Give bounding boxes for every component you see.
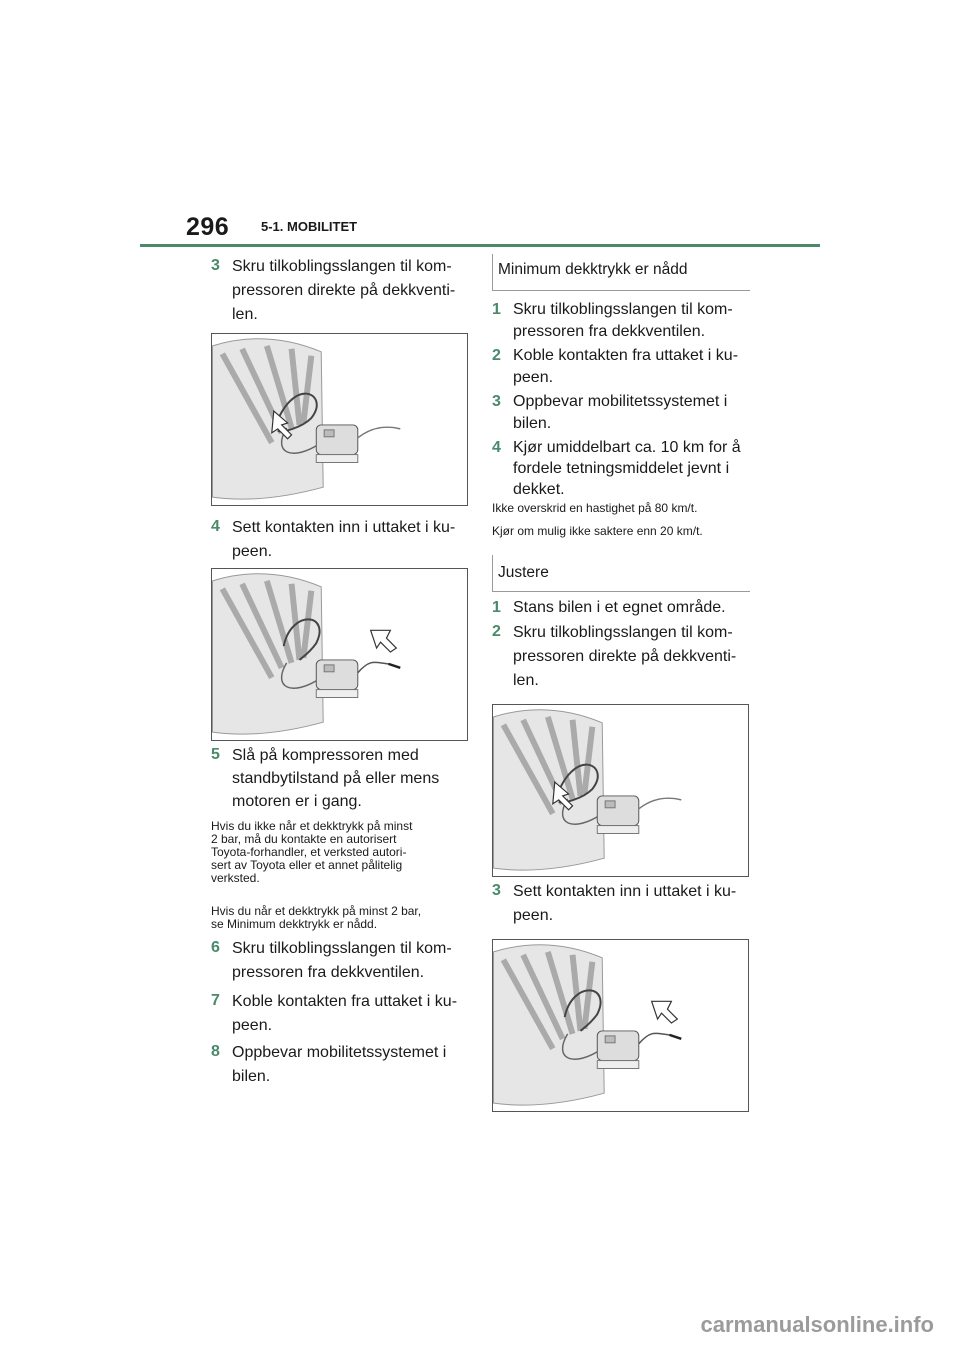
heading-underline <box>492 290 750 291</box>
heading-bar <box>492 254 493 290</box>
section-title: 5-1. MOBILITET <box>261 219 358 234</box>
illustration-hose-on-valve <box>211 333 468 506</box>
step-text-line: pressoren direkte på dekkventi- <box>513 648 737 665</box>
illustration-hose-on-valve-2 <box>492 704 749 877</box>
step-number: 5 <box>211 746 220 763</box>
note-low-pressure <box>211 820 471 885</box>
step-text-line: fordele tetningsmiddelet jevnt i <box>513 460 730 477</box>
step-text-line: Stans bilen i et egnet område. <box>513 599 726 616</box>
step-text-line: bilen. <box>232 1068 271 1085</box>
step-text-line: len. <box>232 306 258 323</box>
heading-underline <box>492 591 750 592</box>
note-line: sert av Toyota eller et annet pålitelig <box>211 858 403 872</box>
wheel-compressor-illustration <box>212 569 467 740</box>
note-line: se Minimum dekktrykk er nådd. <box>211 917 378 931</box>
page-number: 296 <box>186 213 230 241</box>
step-text-line: pressoren fra dekkventilen. <box>232 964 425 981</box>
step-text-line: Slå på kompressoren med <box>232 747 419 764</box>
watermark: carmanualsonline.info <box>700 1312 934 1337</box>
step-text-line: peen. <box>232 543 273 560</box>
step-number: 1 <box>492 599 501 616</box>
step-number: 2 <box>492 347 501 364</box>
step-number: 8 <box>211 1043 220 1060</box>
wheel-compressor-illustration <box>212 334 467 505</box>
step-text-line: standbytilstand på eller mens <box>232 770 440 787</box>
heading-bar <box>492 555 493 591</box>
note-speed-max: Ikke overskrid en hastighet på 80 km/t. <box>492 501 698 515</box>
step-number: 2 <box>492 623 501 640</box>
step-number: 4 <box>211 518 220 535</box>
step-text-line: pressoren direkte på dekkventi- <box>232 282 456 299</box>
illustration-plug-socket <box>211 568 468 741</box>
note-speed-min: Kjør om mulig ikke saktere enn 20 km/t. <box>492 524 703 538</box>
step-text-line: Koble kontakten fra uttaket i ku- <box>232 993 458 1010</box>
wheel-compressor-illustration <box>493 705 748 876</box>
header-divider <box>140 244 820 247</box>
step-text-line: peen. <box>513 369 554 386</box>
step-number: 6 <box>211 939 220 956</box>
note-line: Hvis du når et dekktrykk på minst 2 bar, <box>211 904 422 918</box>
illustration-plug-socket-2 <box>492 939 749 1112</box>
step-text-line: peen. <box>513 907 554 924</box>
step-number: 4 <box>492 439 501 456</box>
note-line: 2 bar, må du kontakte en autorisert <box>211 832 397 846</box>
note-line: Hvis du ikke når et dekktrykk på minst <box>211 819 413 833</box>
step-number: 1 <box>492 301 501 318</box>
note-pressure-reached <box>211 905 471 931</box>
step-text-line: pressoren fra dekkventilen. <box>513 323 706 340</box>
step-number: 3 <box>492 882 501 899</box>
note-line: Toyota-forhandler, et verksted autori- <box>211 845 407 859</box>
step-text-line: Koble kontakten fra uttaket i ku- <box>513 347 739 364</box>
step-number: 7 <box>211 992 220 1009</box>
step-text-line: bilen. <box>513 415 552 432</box>
heading-minimum-pressure: Minimum dekktrykk er nådd <box>498 261 688 278</box>
step-text-line: dekket. <box>513 481 565 498</box>
heading-justere: Justere <box>498 564 549 581</box>
step-text-line: Skru tilkoblingsslangen til kom- <box>513 624 733 641</box>
step-number: 3 <box>211 257 220 274</box>
step-text-line: peen. <box>232 1017 273 1034</box>
step-text-line: Sett kontakten inn i uttaket i ku- <box>232 519 456 536</box>
step-text-line: motoren er i gang. <box>232 793 362 810</box>
step-text-line: Kjør umiddelbart ca. 10 km for å <box>513 439 741 456</box>
step-text-line: len. <box>513 672 539 689</box>
step-text-line: Oppbevar mobilitetssystemet i <box>513 393 728 410</box>
step-text-line: Skru tilkoblingsslangen til kom- <box>513 301 733 318</box>
note-line: verksted. <box>211 871 260 885</box>
step-text-line: Oppbevar mobilitetssystemet i <box>232 1044 447 1061</box>
step-text-line: Skru tilkoblingsslangen til kom- <box>232 940 452 957</box>
step-text-line: Sett kontakten inn i uttaket i ku- <box>513 883 737 900</box>
wheel-compressor-illustration <box>493 940 748 1111</box>
step-text-line: Skru tilkoblingsslangen til kom- <box>232 258 452 275</box>
step-number: 3 <box>492 393 501 410</box>
